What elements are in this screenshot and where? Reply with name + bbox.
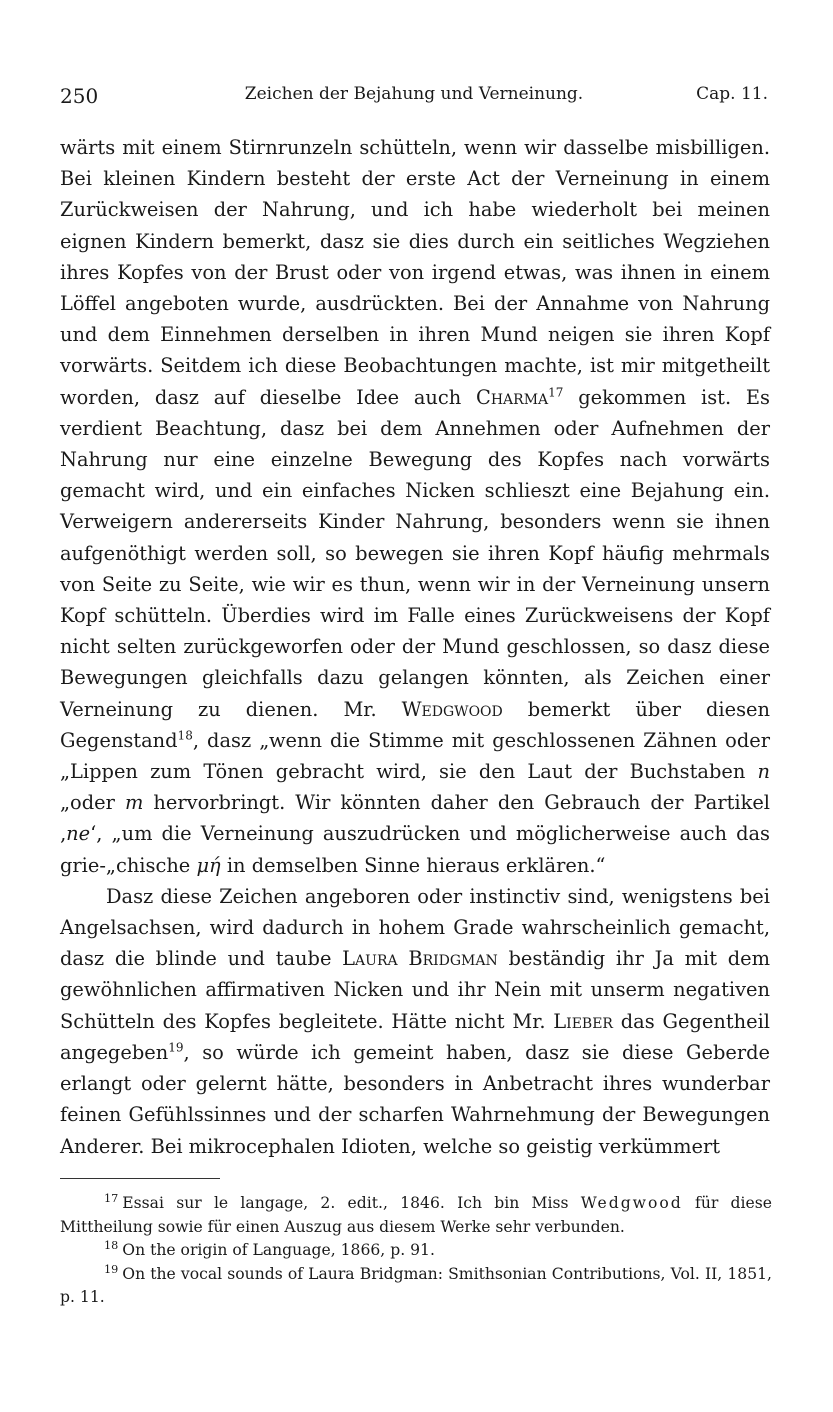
chapter-label: Cap. 11. (696, 84, 768, 104)
footnote-number: 18 (104, 1239, 119, 1252)
text-run: das Gegentheil angegeben (60, 1009, 770, 1064)
text-run: ‘, „um die Verneinung auszudrücken und möglicherweise auch das grie-„chische (60, 822, 770, 877)
footnote-17 (60, 1192, 772, 1239)
author-name-wedgwood: Wedgwood (401, 697, 503, 721)
running-title: Zeichen der Bejahung und Verneinung. (244, 84, 584, 104)
person-name-laura-bridgman: Laura Bridgman (342, 947, 498, 971)
footnote-divider (60, 1178, 220, 1179)
footnote-number: 19 (104, 1262, 119, 1276)
paragraph-2 (60, 881, 770, 1162)
footnote-number: 17 (104, 1191, 119, 1205)
text-run: beständig ihr Ja mit dem gewöhnlichen affirmativen Nicken und ihr Nein mit unserm negativen Schütteln des Kopfes begleitete. Hätte nicht Mr. (60, 947, 771, 1033)
footnote-ref-18: 18 (177, 728, 193, 743)
greek-word: μή (196, 853, 221, 877)
text-run: gekommen ist. Es verdient Beachtung, dasz bei dem Annehmen oder Aufnehmen der Nahrung nur eine einzelne Bewegung des Kopfes nach vorwärts gemacht wird, und ein einfaches Nicken schlieszt eine Bejahung ein. Verweigern andererseits Kinder Nahrung, besonders wenn sie ihnen aufgenöthigt werden soll, so bewegen sie ihren Kopf häufig mehrmals von Seite zu Seite, wie wir es thun, wenn wir in der Verneinung unsern Kopf schütteln. Überdies wird im Falle eines Zurückweisens der Kopf nicht selten zurückgeworfen oder der Mund geschlossen, so dasz diese Bewegungen gleichfalls dazu gelangen könnten, als Zeichen einer Verneinung zu dienen. Mr. (60, 385, 770, 721)
footnote-spaced-name: Wedgwood (580, 1194, 683, 1212)
footnote-ref-19: 19 (168, 1040, 184, 1055)
text-run: „oder (60, 791, 125, 815)
text-run: Dasz diese Zeichen angeboren oder instinctiv sind, wenigstens bei Angelsachsen, wird dadurch in hohem Grade wahrscheinlich gemacht, dasz die blinde und taube (60, 884, 770, 971)
footnote-text: On the origin of Language, 1866, p. 91. (122, 1241, 435, 1260)
letter-m: m (124, 791, 144, 815)
text-run: , dasz „wenn die Stimme mit geschlossenen Zähnen oder „Lippen zum Tönen gebracht wird, sie den Laut der Buchstaben (60, 728, 770, 784)
footnote-19 (60, 1263, 772, 1310)
letter-n: n (757, 760, 770, 784)
text-run: bemerkt über diesen Gegenstand (60, 697, 771, 752)
body-text (60, 132, 770, 1162)
footnote-text: On the vocal sounds of Laura Bridgman: Smithsonian Contributions, Vol. II, 1851, p. 11. (60, 1264, 772, 1307)
footnote-text: für diese Mittheilung sowie für einen Auszug aus diesem Werke sehr verbunden. (60, 1194, 772, 1236)
page-number: 250 (60, 84, 99, 108)
running-header (60, 84, 768, 112)
author-name-charma: Charma (476, 385, 549, 409)
particle-ne: ne (66, 822, 91, 846)
footnote-text: Essai sur le langage, 2. edit., 1846. Ich bin Miss (122, 1194, 581, 1212)
text-run: , so würde ich gemeint haben, dasz sie diese Geberde erlangt oder gelernt hätte, besonders in Anbetracht ihres wunderbar feinen Gefühlssinnes und der scharfen Wahrnehmung der Bewegungen Anderer. Bei mikrocephalen Idioten, welche so geistig verkümmert (60, 1040, 770, 1158)
text-run: hervorbringt. Wir könnten daher den Gebrauch der Partikel ‚ (60, 791, 771, 846)
text-run: wärts mit einem Stirnrunzeln schütteln, wenn wir dasselbe misbilligen. Bei kleinen Kindern besteht der erste Act der Verneinung in einem Zurückweisen der Nahrung, und ich habe wiederholt bei meinen eignen Kindern bemerkt, dasz sie dies durch ein seitliches Wegziehen ihres Kopfes von der Brust oder von irgend etwas, was ihnen in einem Löffel angeboten wurde, ausdrückten. Bei der Annahme von Nahrung und dem Einnehmen derselben in ihren Mund neigen sie ihren Kopf vorwärts. Seitdem ich diese Beobachtungen machte, ist mir mitgetheilt worden, dasz auf dieselbe Idee auch (60, 136, 770, 409)
footnote-ref-17: 17 (548, 385, 564, 400)
author-name-lieber: Lieber (553, 1009, 613, 1033)
paragraph-1 (60, 132, 770, 881)
text-run: in demselben Sinne hieraus erklären.“ (220, 853, 606, 877)
footnote-18 (60, 1239, 772, 1263)
footnotes (60, 1192, 772, 1310)
